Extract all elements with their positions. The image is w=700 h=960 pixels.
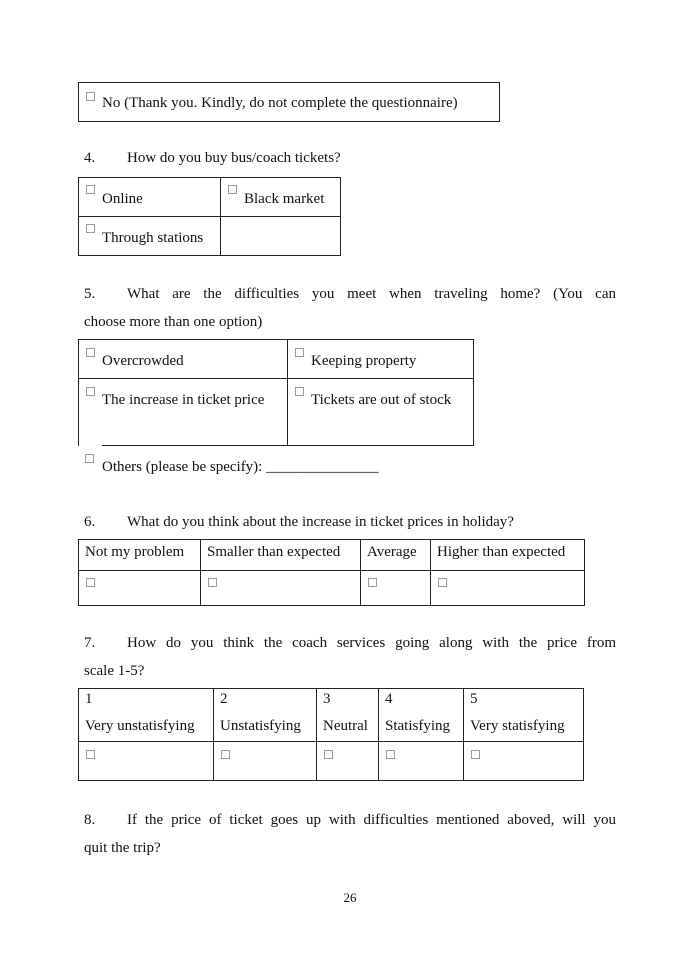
q6-header-label: Smaller than expected	[207, 544, 341, 560]
q7-scale-3	[317, 689, 379, 742]
q4-black-market-label: Black market	[244, 191, 325, 207]
q5-overcrowded-label: Overcrowded	[102, 353, 184, 369]
q5-out-of-stock-label: Tickets are out of stock	[311, 392, 452, 408]
q7-scale-3-checkbox[interactable]	[324, 750, 333, 759]
q6-not-my-problem-checkbox[interactable]	[86, 578, 95, 587]
q5-option-out-of-stock	[288, 379, 474, 446]
q7-scale-number: 4	[385, 691, 393, 707]
page-number: 26	[343, 890, 357, 905]
q7-scale-table	[78, 688, 584, 781]
q7-scale-number: 5	[470, 691, 478, 707]
q6-header-label: Not my problem	[85, 544, 185, 560]
q5-question-line1: What are the difficulties you meet when traveling home? (You can	[127, 286, 616, 302]
q7-scale-1-checkbox[interactable]	[86, 750, 95, 759]
q5-others-checkbox[interactable]	[85, 454, 94, 463]
q7-answer-cell	[79, 742, 214, 781]
q3-no-checkbox[interactable]	[86, 92, 95, 101]
q6-header-not-my-problem	[79, 540, 201, 571]
q4-question: How do you buy bus/coach tickets?	[127, 150, 341, 166]
q7-question-line1: How do you think the coach services going along with the price from	[127, 635, 616, 651]
q3-no-label: No (Thank you. Kindly, do not complete the questionnaire)	[102, 95, 458, 111]
q6-header-label: Average	[367, 544, 417, 560]
q7-scale-2	[214, 689, 317, 742]
q7-scale-2-checkbox[interactable]	[221, 750, 230, 759]
q7-scale-label: Very statisfying	[470, 718, 565, 734]
q4-through-stations-checkbox[interactable]	[86, 224, 95, 233]
q7-answer-cell	[214, 742, 317, 781]
q5-overcrowded-checkbox[interactable]	[86, 348, 95, 357]
q7-scale-label: Neutral	[323, 718, 368, 734]
q6-header-label: Higher than expected	[437, 544, 566, 560]
q4-option-through-stations	[79, 217, 221, 256]
q5-keeping-property-checkbox[interactable]	[295, 348, 304, 357]
q5-number: 5.	[84, 286, 96, 302]
q7-answer-cell	[464, 742, 584, 781]
q7-scale-4-checkbox[interactable]	[386, 750, 395, 759]
q5-partial-border	[102, 445, 288, 446]
q4-empty-cell	[221, 217, 341, 256]
q5-keeping-property-label: Keeping property	[311, 353, 417, 369]
q5-others-label: Others (please be specify): _______________	[102, 459, 379, 475]
q7-scale-number: 2	[220, 691, 228, 707]
q6-number: 6.	[84, 514, 96, 530]
q5-option-ticket-price	[79, 379, 288, 446]
q4-online-label: Online	[102, 191, 143, 207]
q5-options-table	[78, 339, 474, 446]
q6-header-average	[361, 540, 431, 571]
q6-answer-cell	[431, 571, 585, 606]
q6-header-higher	[431, 540, 585, 571]
q7-scale-number: 1	[85, 691, 93, 707]
q4-number: 4.	[84, 150, 96, 166]
q3-no-box	[78, 82, 500, 122]
q5-option-keeping-property	[288, 340, 474, 379]
q4-option-online	[79, 178, 221, 217]
q6-answer-cell	[201, 571, 361, 606]
q4-black-market-checkbox[interactable]	[228, 185, 237, 194]
q6-table	[78, 539, 585, 606]
q8-question-line2: quit the trip?	[84, 840, 161, 856]
q7-scale-5-checkbox[interactable]	[471, 750, 480, 759]
q6-header-smaller	[201, 540, 361, 571]
q7-answer-cell	[317, 742, 379, 781]
q6-smaller-checkbox[interactable]	[208, 578, 217, 587]
q7-number: 7.	[84, 635, 96, 651]
q7-scale-number: 3	[323, 691, 331, 707]
q4-online-checkbox[interactable]	[86, 185, 95, 194]
q6-higher-checkbox[interactable]	[438, 578, 447, 587]
q5-ticket-price-checkbox[interactable]	[86, 387, 95, 396]
q4-option-black-market	[221, 178, 341, 217]
q7-scale-label: Unstatisfying	[220, 718, 301, 734]
q4-through-stations-label: Through stations	[102, 230, 204, 246]
q5-out-of-stock-checkbox[interactable]	[295, 387, 304, 396]
q6-question: What do you think about the increase in ticket prices in holiday?	[127, 514, 514, 530]
q7-scale-label: Very unstatisfying	[85, 718, 195, 734]
q7-scale-5	[464, 689, 584, 742]
q6-average-checkbox[interactable]	[368, 578, 377, 587]
q6-answer-cell	[79, 571, 201, 606]
q4-options-table	[78, 177, 341, 256]
q7-scale-4	[379, 689, 464, 742]
q7-question-line2: scale 1-5?	[84, 663, 145, 679]
q7-answer-cell	[379, 742, 464, 781]
q7-scale-1	[79, 689, 214, 742]
q5-ticket-price-label: The increase in ticket price	[102, 392, 265, 408]
q8-question-line1: If the price of ticket goes up with difficulties mentioned aboved, will you	[127, 812, 616, 828]
q5-question-line2: choose more than one option)	[84, 314, 263, 330]
q6-answer-cell	[361, 571, 431, 606]
q7-scale-label: Statisfying	[385, 718, 451, 734]
q5-option-overcrowded	[79, 340, 288, 379]
q8-number: 8.	[84, 812, 96, 828]
